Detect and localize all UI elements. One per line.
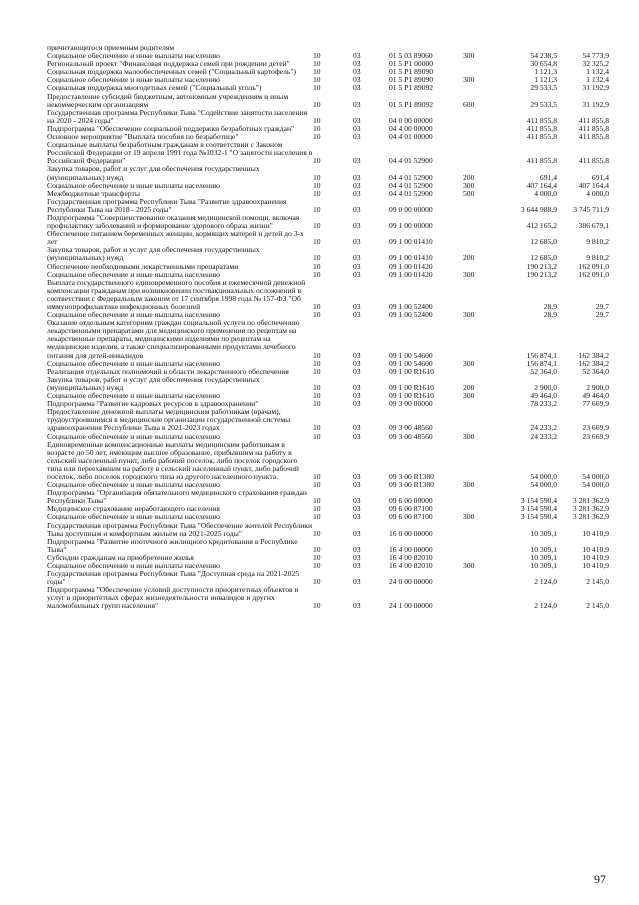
row-name: Социальное обеспечение и иные выплаты населению bbox=[47, 75, 220, 85]
row-amount-year-2: 29,7 bbox=[595, 302, 609, 311]
row-target-code: 04 4 01 52900 bbox=[389, 180, 433, 190]
row-amount-year-2: 10 410,9 bbox=[582, 544, 609, 554]
row-expense-type: 500 bbox=[463, 188, 475, 198]
row-subsection: 03 bbox=[353, 561, 361, 570]
row-subsection: 03 bbox=[353, 269, 361, 279]
row-target-code: 09 1 00 00000 bbox=[389, 221, 433, 231]
row-target-code: 09 1 00 R1610 bbox=[389, 391, 434, 401]
row-amount-year-1: 411 855,8 bbox=[526, 115, 557, 125]
row-name: Основное мероприятие "Выплата пособия по безработице" bbox=[47, 132, 239, 142]
row-target-code: 01 5 P1 89092 bbox=[389, 83, 434, 93]
row-expense-type bbox=[463, 586, 501, 610]
row-expense-type: 200 bbox=[463, 172, 475, 182]
row-target-code: 04 4 01 00000 bbox=[389, 132, 433, 142]
row-amount-year-1: 412 165,2 bbox=[526, 221, 557, 231]
row-amount-year-1: 3 154 590,4 bbox=[520, 496, 557, 506]
row-section: 10 bbox=[313, 261, 321, 271]
row-amount-year-1: 407 164,4 bbox=[526, 180, 557, 190]
row-subsection: 03 bbox=[353, 480, 361, 490]
row-amount-year-1: 10 309,1 bbox=[530, 528, 557, 538]
table-row bbox=[47, 230, 609, 246]
row-target-code: 09 3 00 R1380 bbox=[389, 480, 434, 490]
row-subsection: 03 bbox=[353, 399, 361, 409]
row-subsection: 03 bbox=[353, 496, 361, 506]
row-section: 10 bbox=[313, 544, 321, 554]
row-amount-year-2: 1 132,4 bbox=[586, 67, 609, 77]
row-section: 10 bbox=[313, 382, 321, 392]
row-amount-year-2: 162 091,0 bbox=[578, 269, 609, 279]
row-section: 10 bbox=[313, 83, 321, 93]
row-name: Социальная поддержка многодетных семей ("Социальный уголь") bbox=[47, 83, 262, 93]
row-name: Социальное обеспечение и иные выплаты населению bbox=[47, 480, 220, 490]
row-expense-type: 300 bbox=[463, 310, 475, 320]
row-target-code: 09 1 00 01410 bbox=[389, 253, 433, 263]
row-target-code: 04 4 01 52900 bbox=[389, 172, 433, 182]
row-name: Государственная программа Республики Тыва "Содействие занятости населения на 2020 - 2024 годы" bbox=[47, 107, 308, 125]
row-subsection: 03 bbox=[353, 156, 361, 166]
page-number: 97 bbox=[594, 872, 606, 886]
row-subsection: 03 bbox=[353, 123, 361, 133]
row-section: 10 bbox=[313, 431, 321, 441]
row-name: Социальное обеспечение и иные выплаты населению bbox=[47, 358, 220, 368]
row-name: Субсидии гражданам на приобретение жилья bbox=[47, 552, 194, 562]
row-subsection: 03 bbox=[353, 552, 361, 562]
row-name: Закупка товаров, работ и услуг для обеспечения государственных (муниципальных) нужд bbox=[47, 245, 260, 263]
row-section: 10 bbox=[313, 253, 321, 263]
row-target-code: 09 1 00 54600 bbox=[389, 358, 433, 368]
table-row bbox=[47, 93, 609, 109]
row-amount-year-2: 49 464,0 bbox=[582, 391, 609, 401]
table-row bbox=[47, 522, 609, 538]
row-expense-type: 300 bbox=[463, 358, 475, 368]
row-name: Единовременные компенсационные выплаты медицинским работникам в возрасте до 50 лет, имеющим высшее образование, прибывшим на работу в сельский населенный пункт, либо рабочий поселок, либо поселок городского типа или переехавшим на работу в сельский населенный пункт, либо рабочий поселок, либо поселок городского типа из другого населенного пункта. bbox=[47, 439, 299, 481]
row-name: Выплата государственного единовременного пособия и ежемесячной денежной компенсации гражданам при возникновении поствакцинальных осложнений в соответствии с Федеральным законом от 17 сентября 1998 года № 157-ФЗ "Об иммунопрофилактике инфекционных болезней bbox=[47, 277, 306, 311]
row-subsection: 03 bbox=[353, 350, 361, 360]
row-expense-type bbox=[463, 125, 501, 133]
row-amount-year-1: 2 900,0 bbox=[534, 382, 557, 392]
row-target-code: 09 1 00 01410 bbox=[389, 237, 433, 247]
row-name: Межбюджетные трансферты bbox=[47, 188, 140, 198]
row-expense-type: 300 bbox=[463, 51, 475, 61]
row-section: 10 bbox=[313, 528, 321, 538]
table-row bbox=[47, 109, 609, 125]
row-target-code: 16 4 00 00000 bbox=[389, 544, 433, 554]
row-expense-type bbox=[463, 368, 501, 376]
row-amount-year-2: 162 384,2 bbox=[578, 350, 609, 360]
row-subsection: 03 bbox=[353, 544, 361, 554]
row-amount-year-2: 3 281 362,9 bbox=[572, 512, 609, 522]
row-subsection: 03 bbox=[353, 577, 361, 587]
row-expense-type bbox=[463, 109, 501, 125]
row-amount-year-1: 2 124,0 bbox=[534, 577, 557, 587]
row-amount-year-2: 3 281 362,9 bbox=[572, 504, 609, 514]
row-subsection: 03 bbox=[353, 172, 361, 182]
row-amount-year-1: 12 685,0 bbox=[530, 253, 557, 263]
row-target-code: 09 0 00 00000 bbox=[389, 204, 433, 214]
row-amount-year-2: 29,7 bbox=[595, 310, 609, 320]
row-section: 10 bbox=[313, 132, 321, 142]
row-subsection: 03 bbox=[353, 512, 361, 522]
row-amount-year-2: 31 192,9 bbox=[582, 99, 609, 109]
row-section: 10 bbox=[313, 59, 321, 69]
row-section: 10 bbox=[313, 123, 321, 133]
row-subsection: 03 bbox=[353, 59, 361, 69]
row-amount-year-2: 10 410,9 bbox=[582, 552, 609, 562]
row-name: Социальное обеспечение и иные выплаты населению bbox=[47, 431, 220, 441]
row-amount-year-2: 2 900,0 bbox=[586, 382, 609, 392]
row-amount-year-1: 10 309,1 bbox=[530, 561, 557, 570]
row-amount-year-2: 77 669,9 bbox=[582, 399, 609, 409]
row-amount-year-1: 28,9 bbox=[543, 310, 557, 320]
row-target-code: 09 3 00 00000 bbox=[389, 399, 433, 409]
row-expense-type: 300 bbox=[463, 269, 475, 279]
row-section: 10 bbox=[313, 310, 321, 320]
row-amount-year-2: 9 810,2 bbox=[586, 237, 609, 247]
row-target-code: 09 1 00 52400 bbox=[389, 302, 433, 311]
row-section: 10 bbox=[313, 577, 321, 587]
table-row bbox=[47, 408, 609, 432]
row-subsection: 03 bbox=[353, 366, 361, 376]
row-subsection: 03 bbox=[353, 75, 361, 85]
row-name: Государственная программа Республики Тыва "Обеспечение жителей Республики Тыва доступным и комфортным жильем на 2021-2025 годы" bbox=[47, 520, 313, 538]
row-target-code: 09 1 00 R1610 bbox=[389, 366, 434, 376]
row-expense-type: 600 bbox=[463, 99, 475, 109]
row-name: Региональный проект "Финансовая поддержка семей при рождении детей" bbox=[47, 59, 290, 69]
row-name: Подпрограмма "Обеспечение условий доступности приоритетных объектов и услуг в приоритетных сферах жизнедеятельности инвалидов и других маломобильных групп населения" bbox=[47, 585, 299, 611]
row-subsection: 03 bbox=[353, 302, 361, 311]
row-name: Закупка товаров, работ и услуг для обеспечения государственных (муниципальных) нужд bbox=[47, 164, 260, 182]
row-expense-type bbox=[463, 489, 501, 505]
row-target-code: 09 1 00 R1610 bbox=[389, 382, 434, 392]
table-row bbox=[47, 246, 609, 262]
row-section: 10 bbox=[313, 391, 321, 401]
row-name: Подпрограмма "Развитие кадровых ресурсов в здравоохранении" bbox=[47, 399, 259, 409]
budget-table bbox=[47, 44, 609, 611]
row-name: Социальное обеспечение и иные выплаты населению bbox=[47, 391, 220, 401]
row-section: 10 bbox=[313, 471, 321, 481]
row-subsection: 03 bbox=[353, 132, 361, 142]
row-target-code: 04 4 01 52900 bbox=[389, 188, 433, 198]
row-expense-type: 300 bbox=[463, 75, 475, 85]
table-row bbox=[47, 489, 609, 505]
row-amount-year-1: 12 685,0 bbox=[530, 237, 557, 247]
row-name: Социальное обеспечение и иные выплаты населению bbox=[47, 310, 220, 320]
row-section: 10 bbox=[313, 221, 321, 231]
row-section: 10 bbox=[313, 561, 321, 570]
row-target-code: 09 6 00 87100 bbox=[389, 512, 433, 522]
table-row bbox=[47, 570, 609, 586]
row-subsection: 03 bbox=[353, 99, 361, 109]
row-name: Государственная программа Республики Тыва "Доступная среда на 2021-2025 годы" bbox=[47, 569, 300, 587]
row-target-code: 09 6 00 00000 bbox=[389, 496, 433, 506]
row-target-code: 24 0 00 00000 bbox=[389, 577, 433, 587]
row-section: 10 bbox=[313, 269, 321, 279]
row-amount-year-2: 1 132,4 bbox=[586, 75, 609, 85]
row-amount-year-2: 3 745 711,9 bbox=[573, 204, 609, 214]
row-subsection: 03 bbox=[353, 471, 361, 481]
row-amount-year-2: 54 000,0 bbox=[582, 471, 609, 481]
row-subsection: 03 bbox=[353, 431, 361, 441]
row-section: 10 bbox=[313, 496, 321, 506]
table-row bbox=[47, 441, 609, 481]
table-row bbox=[47, 279, 609, 311]
row-section: 10 bbox=[313, 399, 321, 409]
row-target-code: 09 1 00 54600 bbox=[389, 350, 433, 360]
row-amount-year-1: 3 644 988,9 bbox=[520, 204, 557, 214]
row-expense-type bbox=[463, 133, 501, 141]
row-subsection: 03 bbox=[353, 382, 361, 392]
row-target-code: 09 1 00 52400 bbox=[389, 310, 433, 320]
row-target-code: 01 5 P1 89090 bbox=[389, 75, 434, 85]
table-row bbox=[47, 376, 609, 392]
row-amount-year-1: 691,4 bbox=[539, 172, 557, 182]
row-amount-year-2: 31 192,9 bbox=[582, 83, 609, 93]
row-section: 10 bbox=[313, 180, 321, 190]
row-amount-year-1: 190 213,2 bbox=[526, 269, 557, 279]
row-amount-year-1: 29 533,5 bbox=[530, 83, 557, 93]
row-amount-year-2: 407 164,4 bbox=[578, 180, 609, 190]
row-target-code: 01 5 P1 00000 bbox=[389, 59, 434, 69]
row-section: 10 bbox=[313, 504, 321, 514]
row-amount-year-2: 52 364,0 bbox=[582, 366, 609, 376]
row-name: Предоставление денежной выплаты медицинским работникам (врачам), трудоустроившимся в медицинские организации государственной системы здравоохранения Республики Тыва в 2021-2023 годах bbox=[47, 407, 291, 433]
row-amount-year-1: 156 874,1 bbox=[526, 358, 557, 368]
row-amount-year-1: 54 000,0 bbox=[530, 480, 557, 490]
row-expense-type bbox=[463, 60, 501, 68]
row-amount-year-1: 52 364,0 bbox=[530, 366, 557, 376]
row-amount-year-1: 24 233,2 bbox=[530, 431, 557, 441]
row-subsection: 03 bbox=[353, 253, 361, 263]
row-amount-year-2: 3 281 362,9 bbox=[572, 496, 609, 506]
row-name: причитающегося приемным родителям bbox=[47, 43, 175, 52]
row-target-code: 01 5 P1 89092 bbox=[389, 99, 434, 109]
row-name: Обеспечение питанием беременных женщин, кормящих матерей и детей до 3-х лет bbox=[47, 229, 304, 247]
row-expense-type: 300 bbox=[463, 512, 475, 522]
row-expense-type bbox=[463, 214, 501, 230]
row-amount-year-1: 30 654,8 bbox=[530, 59, 557, 69]
row-target-code: 09 3 00 R1380 bbox=[389, 471, 434, 481]
row-target-code: 01 5 P1 89090 bbox=[389, 67, 434, 77]
table-row bbox=[47, 141, 609, 165]
row-subsection: 03 bbox=[353, 188, 361, 198]
row-name: Подпрограмма "Развитие ипотечного жилищного кредитования в Республике Тыва" bbox=[47, 536, 298, 554]
row-subsection: 03 bbox=[353, 237, 361, 247]
row-section: 10 bbox=[313, 350, 321, 360]
row-subsection: 03 bbox=[353, 204, 361, 214]
row-section: 10 bbox=[313, 366, 321, 376]
row-expense-type bbox=[463, 538, 501, 554]
row-amount-year-1: 411 855,8 bbox=[526, 123, 557, 133]
row-amount-year-1: 24 233,2 bbox=[530, 423, 557, 433]
row-expense-type bbox=[463, 279, 501, 311]
row-amount-year-1: 10 309,1 bbox=[530, 544, 557, 554]
row-name: Обеспечение необходимыми лекарственными препаратами bbox=[47, 261, 239, 271]
row-amount-year-2: 54 773,9 bbox=[582, 51, 609, 61]
row-amount-year-1: 3 154 590,4 bbox=[520, 504, 557, 514]
row-section: 10 bbox=[313, 601, 321, 611]
row-subsection: 03 bbox=[353, 180, 361, 190]
row-amount-year-1: 156 874,1 bbox=[526, 350, 557, 360]
row-expense-type bbox=[463, 198, 501, 214]
row-target-code: 09 6 00 87100 bbox=[389, 504, 433, 514]
row-amount-year-2: 2 145,0 bbox=[586, 577, 609, 587]
row-expense-type: 300 bbox=[463, 391, 475, 401]
row-amount-year-1: 54 238,5 bbox=[530, 51, 557, 61]
row-name: Социальное обеспечение и иные выплаты населению bbox=[47, 512, 220, 522]
table-row bbox=[47, 198, 609, 214]
row-amount-year-2: 54 000,0 bbox=[582, 480, 609, 490]
row-name: Подпрограмма "Организация обязательного медицинского страхования граждан Республики Тыва" bbox=[47, 488, 307, 506]
row-amount-year-1: 1 121,3 bbox=[534, 75, 557, 85]
row-target-code: 16 4 00 82010 bbox=[389, 561, 433, 570]
row-name: Социальное обеспечение и иные выплаты населению bbox=[47, 180, 220, 190]
row-section: 10 bbox=[313, 51, 321, 61]
table-row bbox=[47, 538, 609, 554]
row-section: 10 bbox=[313, 480, 321, 490]
row-expense-type: 300 bbox=[463, 561, 475, 570]
row-expense-type bbox=[463, 319, 501, 359]
row-subsection: 03 bbox=[353, 601, 361, 611]
row-amount-year-2: 9 810,2 bbox=[586, 253, 609, 263]
row-section: 10 bbox=[313, 188, 321, 198]
row-target-code: 09 3 00 48560 bbox=[389, 431, 433, 441]
row-amount-year-1: 28,9 bbox=[543, 302, 557, 311]
row-section: 10 bbox=[313, 156, 321, 166]
row-amount-year-1: 4 000,0 bbox=[534, 188, 557, 198]
row-target-code: 01 5 03 89060 bbox=[389, 51, 433, 61]
row-subsection: 03 bbox=[353, 504, 361, 514]
row-amount-year-1: 2 124,0 bbox=[534, 601, 557, 611]
row-amount-year-1: 49 464,0 bbox=[530, 391, 557, 401]
row-expense-type: 300 bbox=[463, 480, 475, 490]
row-expense-type bbox=[463, 408, 501, 432]
row-subsection: 03 bbox=[353, 51, 361, 61]
row-name: Социальное обеспечение и иные выплаты населению bbox=[47, 561, 220, 570]
row-amount-year-2: 691,4 bbox=[591, 172, 609, 182]
row-expense-type bbox=[463, 141, 501, 165]
row-subsection: 03 bbox=[353, 221, 361, 231]
row-name: Государственная программа Республики Тыва "Развитие здравоохранения Республики Тыва на 2018 - 2025 годы" bbox=[47, 196, 287, 214]
row-target-code: 04 0 00 00000 bbox=[389, 115, 433, 125]
row-amount-year-1: 10 309,1 bbox=[530, 552, 557, 562]
row-subsection: 03 bbox=[353, 83, 361, 93]
row-section: 10 bbox=[313, 512, 321, 522]
row-target-code: 04 4 00 00000 bbox=[389, 123, 433, 133]
row-expense-type bbox=[463, 230, 501, 246]
row-section: 10 bbox=[313, 172, 321, 182]
row-name: Социальная поддержка малообеспеченных семей ("Социальный картофель") bbox=[47, 67, 296, 77]
row-name: Закупка товаров, работ и услуг для обеспечения государственных (муниципальных) нужд bbox=[47, 374, 260, 392]
row-expense-type: 200 bbox=[463, 253, 475, 263]
row-expense-type bbox=[463, 84, 501, 92]
row-section: 10 bbox=[313, 423, 321, 433]
row-amount-year-1: 190 213,2 bbox=[526, 261, 557, 271]
row-expense-type bbox=[463, 400, 501, 408]
row-section: 10 bbox=[313, 115, 321, 125]
row-amount-year-1: 78 233,2 bbox=[530, 399, 557, 409]
row-amount-year-2: 162 384,2 bbox=[578, 358, 609, 368]
row-name: Реализация отдельных полномочий в области лекарственного обеспечения bbox=[47, 366, 289, 376]
row-amount-year-1: 54 000,0 bbox=[530, 471, 557, 481]
row-section: 10 bbox=[313, 302, 321, 311]
row-amount-year-1: 29 533,5 bbox=[530, 99, 557, 109]
row-subsection: 03 bbox=[353, 528, 361, 538]
row-expense-type bbox=[463, 522, 501, 538]
row-name: Подпрограмма "Совершенствование оказания медицинской помощи, включая профилактику заболеваний и формирование здорового образа жизни" bbox=[47, 212, 300, 231]
row-amount-year-2: 32 325,2 bbox=[582, 59, 609, 69]
row-subsection: 03 bbox=[353, 423, 361, 433]
row-section: 10 bbox=[313, 237, 321, 247]
row-amount-year-2: 411 855,8 bbox=[578, 115, 609, 125]
row-amount-year-2: 2 145,0 bbox=[586, 601, 609, 611]
row-amount-year-2: 386 679,1 bbox=[578, 221, 609, 231]
row-subsection: 03 bbox=[353, 358, 361, 368]
row-amount-year-2: 411 855,8 bbox=[578, 123, 609, 133]
row-target-code: 04 4 01 52900 bbox=[389, 156, 433, 166]
row-amount-year-2: 10 410,9 bbox=[582, 561, 609, 570]
row-amount-year-2: 411 855,8 bbox=[578, 156, 609, 166]
row-expense-type: 200 bbox=[463, 382, 475, 392]
row-name: Медицинское страхование неработающего населения bbox=[47, 504, 220, 514]
row-amount-year-1: 3 154 590,4 bbox=[520, 512, 557, 522]
row-target-code: 09 1 00 01420 bbox=[389, 261, 433, 271]
row-expense-type bbox=[463, 441, 501, 481]
row-amount-year-2: 411 855,8 bbox=[578, 132, 609, 142]
row-expense-type: 300 bbox=[463, 431, 475, 441]
row-subsection: 03 bbox=[353, 261, 361, 271]
row-section: 10 bbox=[313, 75, 321, 85]
row-name: Социальное обеспечение и иные выплаты населению bbox=[47, 269, 220, 279]
row-subsection: 03 bbox=[353, 391, 361, 401]
budget-table-body bbox=[47, 44, 609, 611]
table-row bbox=[47, 165, 609, 181]
row-section: 10 bbox=[313, 358, 321, 368]
table-row bbox=[47, 586, 609, 610]
row-amount-year-2: 10 410,9 bbox=[582, 528, 609, 538]
row-subsection: 03 bbox=[353, 310, 361, 320]
row-amount-year-2: 4 000,0 bbox=[586, 188, 609, 198]
row-expense-type: 300 bbox=[463, 180, 475, 190]
table-row bbox=[47, 214, 609, 230]
row-target-code: 09 3 00 48560 bbox=[389, 423, 433, 433]
row-name: Оказание отдельным категориям граждан социальной услуги по обеспечению лекарственными препаратами для медицинского применения по рецептам на лекарственные препараты, медицинскими изделиями по рецептам на медицинские изделия, а также специализированными продуктами лечебного питания для детей-инвалидов bbox=[47, 318, 300, 360]
row-subsection: 03 bbox=[353, 115, 361, 125]
row-name: Предоставление субсидий бюджетным, автономным учреждениям и иным некоммерческим организациям bbox=[47, 91, 289, 109]
row-section: 10 bbox=[313, 552, 321, 562]
row-name: Подпрограмма "Обеспечение социальной поддержки безработных граждан" bbox=[47, 123, 295, 133]
row-section: 10 bbox=[313, 204, 321, 214]
row-amount-year-2: 23 669,9 bbox=[582, 431, 609, 441]
row-target-code: 09 1 00 01420 bbox=[389, 269, 433, 279]
row-target-code: 16 4 00 82010 bbox=[389, 552, 433, 562]
row-section: 10 bbox=[313, 99, 321, 109]
row-target-code: 16 0 00 00000 bbox=[389, 528, 433, 538]
row-target-code: 24 1 00 00000 bbox=[389, 601, 433, 611]
row-amount-year-2: 23 669,9 bbox=[582, 423, 609, 433]
row-amount-year-1: 1 121,3 bbox=[534, 67, 557, 77]
row-amount-year-2: 162 091,0 bbox=[578, 261, 609, 271]
row-name: Социальное обеспечение и иные выплаты населению bbox=[47, 51, 220, 61]
row-subsection: 03 bbox=[353, 67, 361, 77]
row-name: Социальные выплаты безработным гражданам в соответствии с Законом Российской Федерации от 19 апреля 1991 года №1032-1 "О занятости населения в Российской Федерации" bbox=[47, 140, 313, 166]
row-section: 10 bbox=[313, 67, 321, 77]
row-amount-year-1: 411 855,8 bbox=[526, 156, 557, 166]
table-row bbox=[47, 319, 609, 359]
row-expense-type bbox=[463, 570, 501, 586]
row-amount-year-1: 411 855,8 bbox=[526, 132, 557, 142]
